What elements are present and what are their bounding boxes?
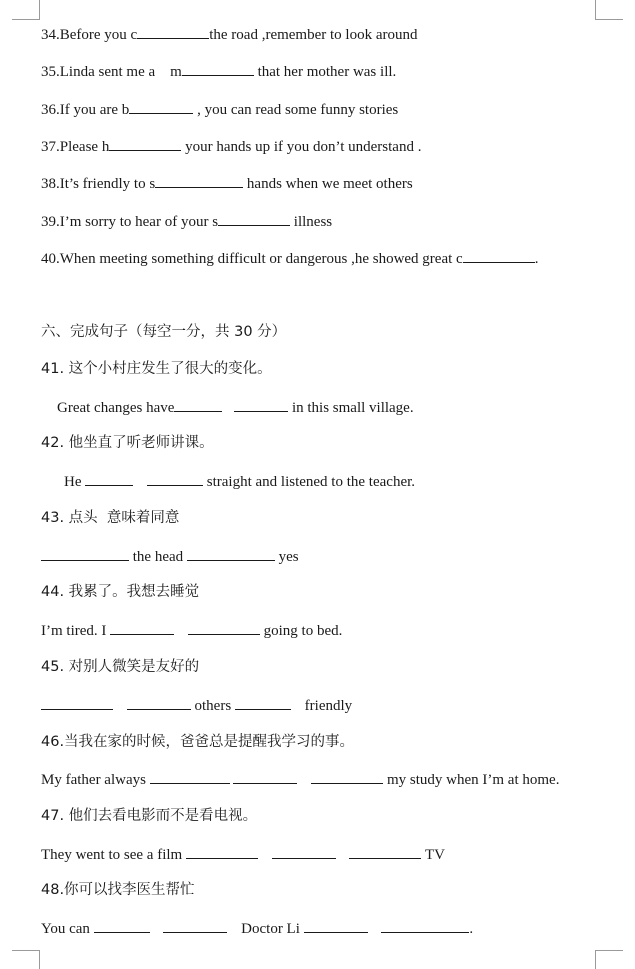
answer-blank[interactable] [137, 24, 209, 39]
answer-text: yes [274, 549, 299, 565]
question-41-prompt: 41. 这个小村庄发生了很大的变化。 [41, 361, 272, 377]
answer-43 [41, 546, 299, 567]
question-38 [41, 173, 413, 194]
spacer [258, 847, 262, 863]
question-39 [41, 211, 332, 232]
spacer [113, 698, 117, 714]
question-text: hands when we meet others [243, 176, 413, 192]
answer-text: He [64, 474, 86, 490]
answer-blank[interactable] [234, 397, 288, 412]
answer-text: Great changes have [57, 400, 175, 416]
answer-text: straight and listened to the teacher. [203, 474, 416, 490]
answer-blank[interactable] [110, 620, 174, 635]
spacer [174, 623, 178, 639]
question-text: 37.Please h [41, 139, 110, 155]
spacer [150, 921, 154, 937]
answer-text: going to bed. [259, 623, 343, 639]
corner-mark-bottom-left [12, 950, 40, 969]
answer-blank[interactable] [127, 695, 191, 710]
answer-45 [41, 695, 352, 716]
answer-text: in this small village. [288, 400, 414, 416]
answer-blank[interactable] [272, 844, 336, 859]
answer-text: Doctor Li [237, 921, 304, 937]
corner-mark-top-right [595, 0, 623, 20]
question-text: 38.It’s friendly to s [41, 176, 156, 192]
answer-text: . [469, 921, 474, 937]
answer-blank[interactable] [94, 918, 150, 933]
question-text: 39.I’m sorry to hear of your s [41, 214, 219, 230]
answer-blank[interactable] [304, 918, 368, 933]
question-34 [41, 24, 417, 45]
answer-blank[interactable] [41, 695, 113, 710]
answer-text: My father always [41, 772, 150, 788]
spacer [368, 921, 372, 937]
answer-text: You can [41, 921, 94, 937]
answer-blank[interactable] [174, 397, 222, 412]
spacer [297, 772, 301, 788]
answer-blank[interactable] [187, 546, 275, 561]
question-text: , you can read some funny stories [193, 102, 399, 118]
answer-blank[interactable] [147, 471, 203, 486]
question-36 [41, 99, 398, 120]
answer-blank[interactable] [182, 61, 254, 76]
question-42-prompt: 42. 他坐直了听老师讲课。 [41, 435, 214, 451]
answer-47 [41, 844, 445, 865]
question-48-prompt: 48.你可以找李医生帮忙 [41, 882, 195, 898]
section-heading: 六、完成句子（每空一分，共 30 分） [41, 324, 287, 340]
question-text: 35.Linda sent me a m [41, 64, 182, 80]
answer-text: others [190, 698, 235, 714]
answer-41 [57, 397, 414, 418]
corner-mark-top-left [12, 0, 40, 20]
question-47-prompt: 47. 他们去看电影而不是看电视。 [41, 808, 258, 824]
answer-blank[interactable] [349, 844, 421, 859]
question-text: your hands up if you don’t understand . [181, 139, 422, 155]
corner-mark-bottom-right [595, 950, 623, 969]
question-text: 34.Before you c [41, 27, 138, 43]
question-43-prompt: 43. 点头 意味着同意 [41, 510, 180, 526]
answer-text: the head [129, 549, 187, 565]
question-46-prompt: 46.当我在家的时候，爸爸总是提醒我学习的事。 [41, 734, 355, 750]
answer-blank[interactable] [188, 620, 260, 635]
question-text: illness [290, 214, 333, 230]
answer-blank[interactable] [155, 173, 243, 188]
question-37 [41, 136, 421, 157]
answer-text: They went to see a film [41, 847, 186, 863]
answer-blank[interactable] [233, 769, 297, 784]
answer-blank[interactable] [186, 844, 258, 859]
question-text: the road ,remember to look around [209, 27, 418, 43]
answer-48 [41, 918, 473, 939]
question-44-prompt: 44. 我累了。我想去睡觉 [41, 584, 200, 600]
question-45-prompt: 45. 对别人微笑是友好的 [41, 659, 200, 675]
question-text: 40.When meeting something difficult or dangerous ,he showed great c [41, 251, 463, 267]
spacer [336, 847, 340, 863]
answer-text: friendly [300, 698, 353, 714]
answer-blank[interactable] [311, 769, 383, 784]
spacer [222, 400, 226, 416]
spacer [133, 474, 137, 490]
answer-blank[interactable] [109, 136, 181, 151]
answer-blank[interactable] [163, 918, 227, 933]
answer-blank[interactable] [129, 99, 193, 114]
question-text: 36.If you are b [41, 102, 130, 118]
answer-text: my study when I’m at home. [383, 772, 560, 788]
question-35 [41, 61, 396, 82]
answer-blank[interactable] [150, 769, 230, 784]
answer-text: TV [421, 847, 445, 863]
answer-blank[interactable] [85, 471, 133, 486]
answer-blank[interactable] [235, 695, 291, 710]
answer-blank[interactable] [41, 546, 129, 561]
question-text: . [534, 251, 539, 267]
question-text: that her mother was ill. [253, 64, 397, 80]
answer-text: I’m tired. I [41, 623, 111, 639]
question-40 [41, 248, 538, 269]
answer-46 [41, 769, 559, 790]
answer-blank[interactable] [218, 211, 290, 226]
answer-blank[interactable] [463, 248, 535, 263]
answer-42 [64, 471, 415, 492]
answer-blank[interactable] [381, 918, 469, 933]
answer-44 [41, 620, 342, 641]
